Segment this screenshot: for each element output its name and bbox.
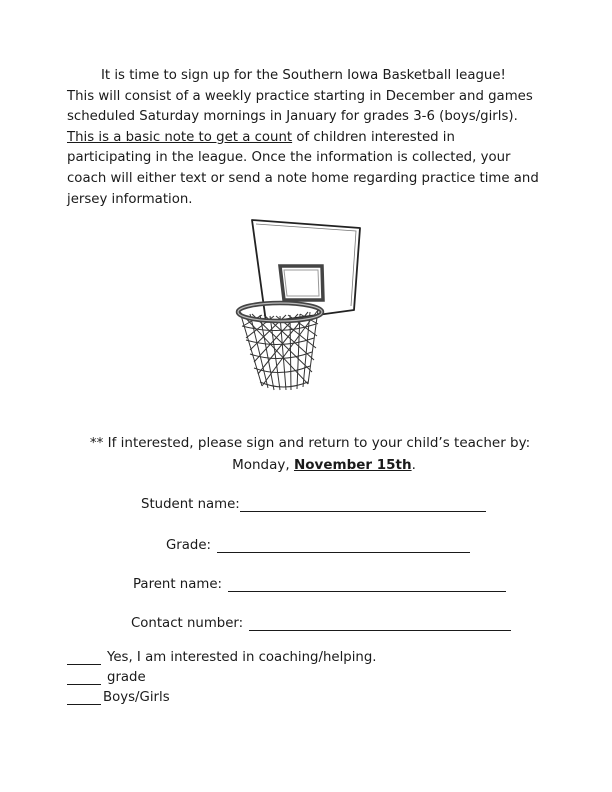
coaching-check-label: Yes, I am interested in coaching/helping. <box>107 650 377 665</box>
grade-check-row <box>67 670 146 685</box>
grade-check-label: grade <box>107 670 146 685</box>
intro-paragraph <box>67 66 557 210</box>
student-name-field[interactable] <box>240 497 486 512</box>
basketball-hoop-icon <box>228 214 368 400</box>
return-notice <box>60 432 560 476</box>
gender-check-row <box>67 690 170 705</box>
due-date: November 15th <box>293 457 412 473</box>
intro-line: coach will either text or send a note home regarding practice time and <box>67 170 539 186</box>
intro-line: scheduled Saturday mornings in January for grades 3-6 (boys/girls). <box>67 109 518 125</box>
contact-number-field[interactable] <box>249 616 511 631</box>
notice-day: Monday, <box>232 457 294 473</box>
intro-underlined-text: This is a basic note to get a count <box>67 129 293 145</box>
intro-line: participating in the league. Once the information is collected, your <box>67 150 511 166</box>
student-name-row <box>141 490 486 512</box>
grade-field[interactable] <box>217 538 470 553</box>
intro-line: jersey information. <box>67 191 193 207</box>
notice-line: ** If interested, please sign and return to your child’s teacher by: <box>89 435 531 451</box>
gender-check-blank[interactable] <box>67 690 101 705</box>
parent-name-label: Parent name: <box>133 577 222 592</box>
contact-number-row <box>131 609 511 631</box>
coaching-check-blank[interactable] <box>67 650 101 665</box>
parent-name-row <box>133 570 506 592</box>
notice-end: . <box>411 457 416 473</box>
grade-check-blank[interactable] <box>67 670 101 685</box>
gender-check-label: Boys/Girls <box>103 690 170 705</box>
coaching-check-row <box>67 650 377 665</box>
intro-line: This will consist of a weekly practice starting in December and games <box>67 88 533 104</box>
intro-line: of children interested in <box>292 129 455 145</box>
parent-name-field[interactable] <box>228 577 506 592</box>
contact-number-label: Contact number: <box>131 616 244 631</box>
grade-label: Grade: <box>166 538 212 553</box>
grade-row <box>166 531 470 553</box>
intro-line: It is time to sign up for the Southern Iowa Basketball league! <box>101 68 506 83</box>
student-name-label: Student name: <box>141 497 240 512</box>
